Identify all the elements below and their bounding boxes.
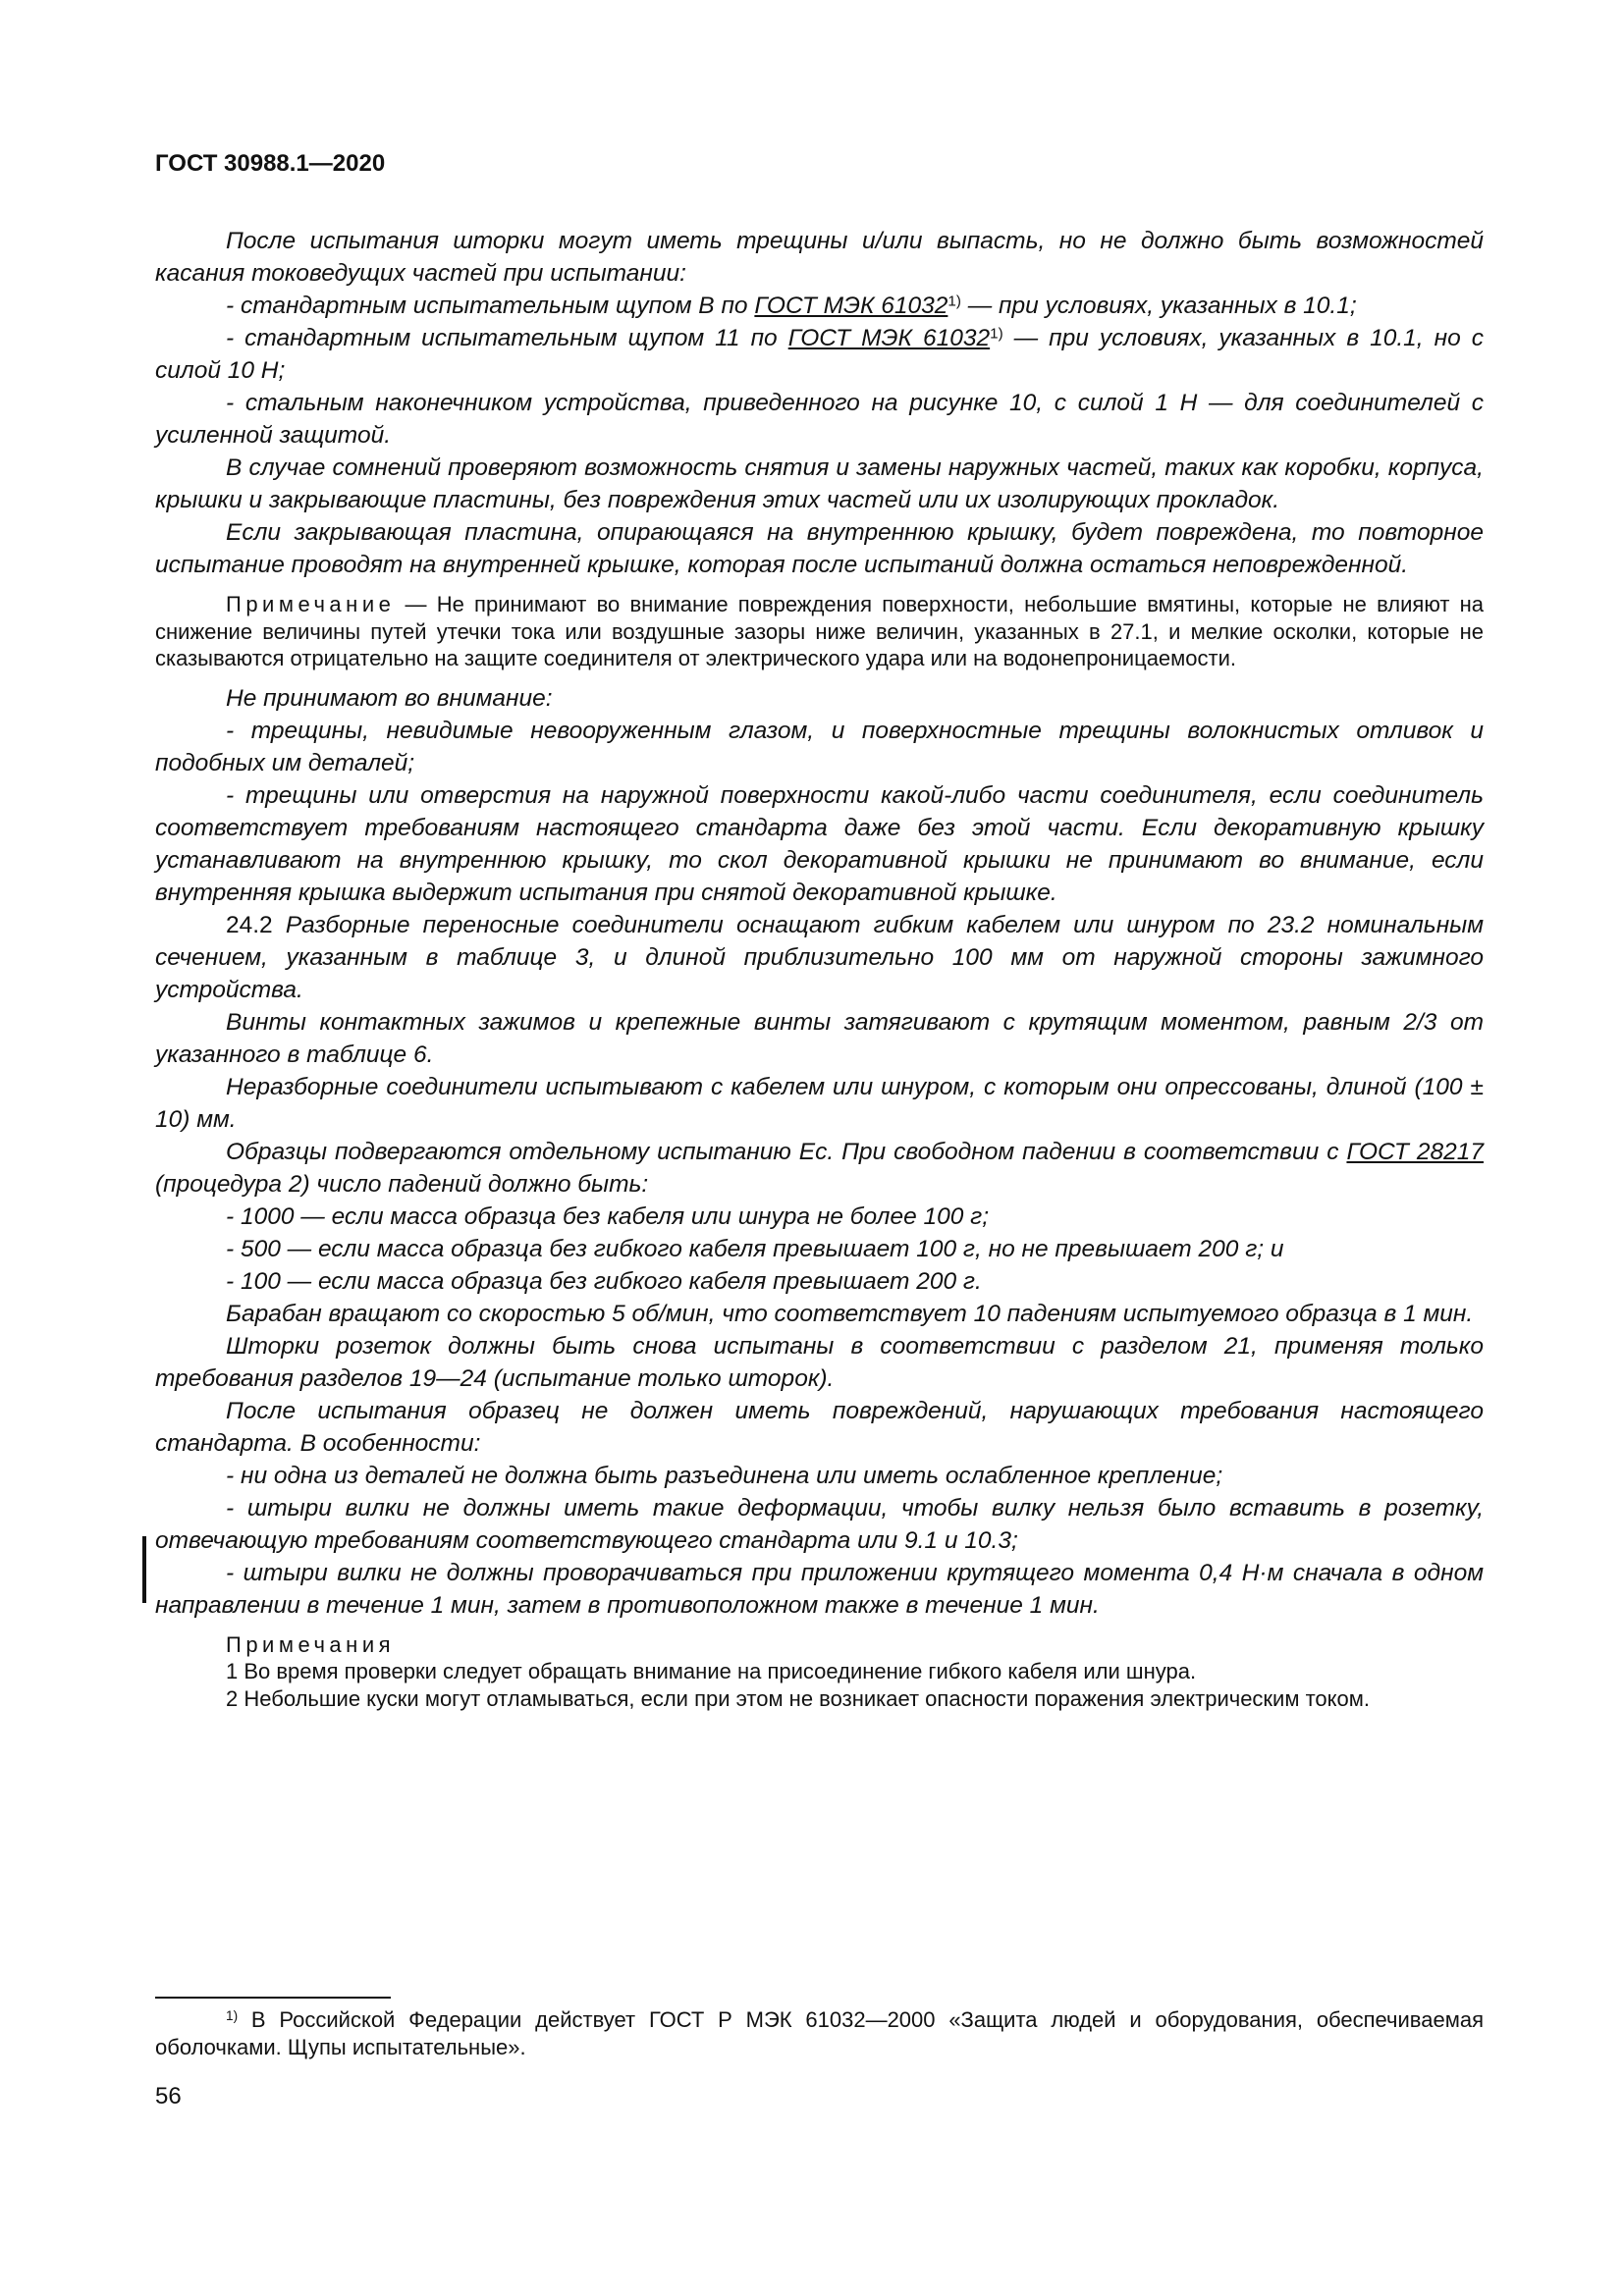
footnote: $^{1)}$ В Российской Федерации действует ГОСТ Р МЭК 61032—2000 «Защита людей и оборудования, обеспечиваемая оболочками. Щупы испытательные».	[155, 2007, 1484, 2059]
document-header: ГОСТ 30988.1—2020	[155, 150, 386, 177]
paragraph-shutter-test: После испытания шторки могут иметь трещины и/или выпасть, но не должно быть возможностей касания токоведущих частей при испытании:	[155, 228, 1484, 287]
footnote-divider	[155, 1997, 391, 1999]
list-item-parts: - ни одна из деталей не должна быть разъединена или иметь ослабленное крепление;	[226, 1462, 1223, 1489]
list-item-pins-deform: - штыри вилки не должны иметь такие деформации, чтобы вилку нельзя было вставить в розетку, отвечающую требованиям соответствующего стандарта или 9.1 и 10.3;	[155, 1494, 1484, 1554]
standard-link[interactable]: ГОСТ МЭК 61032	[754, 293, 948, 319]
standard-link[interactable]: ГОСТ МЭК 61032	[787, 325, 991, 351]
note-item: 2 Небольшие куски могут отламываться, если при этом не возникает опасности поражения электрическим током.	[226, 1685, 1370, 1711]
note-block	[155, 591, 1484, 672]
paragraph-24-2: 24.2 Разборные переносные соединители оснащают гибким кабелем или шнуром по 23.2 номинальным сечением, указанным в таблице 3, и длиной приблизительно 100 мм от наружной стороны зажимного устройства.	[155, 911, 1484, 1003]
note-item: 1 Во время проверки следует обращать внимание на присоединение гибкого кабеля или шнура.	[226, 1659, 1197, 1683]
document-body	[155, 225, 1484, 1722]
paragraph-shutters-retest: Шторки розеток должны быть снова испытаны в соответствии с разделом 21, применяя только требования разделов 19—24 (испытание только шторок).	[155, 1332, 1484, 1392]
list-item-drops-500: - 500 — если масса образца без гибкого кабеля превышает 100 г, но не превышает 200 г; и	[226, 1235, 1284, 1262]
footnote-ref[interactable]: 1)	[990, 325, 1003, 343]
paragraph-drum: Барабан вращают со скоростью 5 об/мин, что соответствует 10 падениям испытуемого образца в 1 мин.	[226, 1300, 1474, 1327]
paragraph-cover-plate: Если закрывающая пластина, опирающаяся на внутреннюю крышку, будет повреждена, то повторное испытание проводят на внутренней крышке, которая после испытаний должна остаться неповрежденной.	[155, 519, 1484, 578]
list-item-probe-b: - стандартным испытательным щупом B по ГОСТ МЭК 61032$^{1)}$ — при условиях, указанных в 10.1;	[226, 293, 1357, 319]
list-item-pins-rotate: - штыри вилки не должны проворачиваться при приложении крутящего момента 0,4 Н·м сначала в одном направлении в течение 1 мин, затем в противоположном также в течение 1 мин.	[155, 1559, 1484, 1619]
paragraph-free-fall: Образцы подвергаются отдельному испытанию Ec. При свободном падении в соответствии с ГОСТ 28217 (процедура 2) число падений должно быть:	[155, 1138, 1484, 1198]
paragraph-ignore: Не принимают во внимание:	[226, 684, 553, 712]
note: Примечание — Не принимают во внимание повреждения поверхности, небольшие вмятины, которые не влияют на снижение величины путей утечки тока или воздушные зазоры ниже величин, указанных в 27.1, и мелкие осколки, которые не сказываются отрицательно на защите соединителя от электрического удара или на водонепроницаемости.	[155, 592, 1484, 670]
list-item-steel-tip: - стальным наконечником устройства, приведенного на рисунке 10, с силой 1 Н — для соединителей с усиленной защитой.	[155, 390, 1484, 449]
list-item-probe-11: - стандартным испытательным щупом 11 по ГОСТ МЭК 61032$^{1)}$ — при условиях, указанных в 10.1, но с силой 10 Н;	[155, 325, 1484, 384]
list-item-drops-100: - 100 — если масса образца без гибкого кабеля превышает 200 г.	[226, 1267, 982, 1295]
page-number: 56	[155, 2083, 182, 2109]
paragraph-non-rewirable: Неразборные соединители испытывают с кабелем или шнуром, с которым они опрессованы, длиной (100 ± 10) мм.	[155, 1073, 1484, 1133]
footnote-mark: 1)	[226, 2008, 239, 2024]
note-label: Примечание	[226, 592, 396, 616]
paragraph-doubt: В случае сомнений проверяют возможность снятия и замены наружных частей, таких как коробки, корпуса, крышки и закрывающие пластины, без повреждения этих частей или их изолирующих прокладок.	[155, 454, 1484, 513]
footnote-ref[interactable]: 1)	[947, 293, 961, 310]
notes-label: Примечания	[226, 1631, 396, 1657]
list-item-drops-1000: - 1000 — если масса образца без кабеля или шнура не более 100 г;	[226, 1202, 990, 1230]
change-bar	[142, 1536, 146, 1603]
paragraph-screws: Винты контактных зажимов и крепежные винты затягивают с крутящим моментом, равным 2/3 от указанного в таблице 6.	[155, 1008, 1484, 1068]
list-item-holes: - трещины или отверстия на наружной поверхности какой-либо части соединителя, если соединитель соответствует требованиям настоящего стандарта даже без этой части. Если декоративную крышку устанавливают на внутреннюю крышку, то скол декоративной крышки не принимают во внимание, если внутренняя крышка выдержит испытания при снятой декоративной крышке.	[155, 781, 1484, 906]
list-item-cracks: - трещины, невидимые невооруженным глазом, и поверхностные трещины волокнистых отливок и подобных им деталей;	[155, 717, 1484, 776]
clause-number: 24.2	[226, 911, 273, 938]
standard-link[interactable]: ГОСТ 28217	[1346, 1138, 1484, 1165]
paragraph-after-test: После испытания образец не должен иметь повреждений, нарушающих требования настоящего стандарта. В особенности:	[155, 1397, 1484, 1457]
notes-block	[155, 1631, 1484, 1713]
